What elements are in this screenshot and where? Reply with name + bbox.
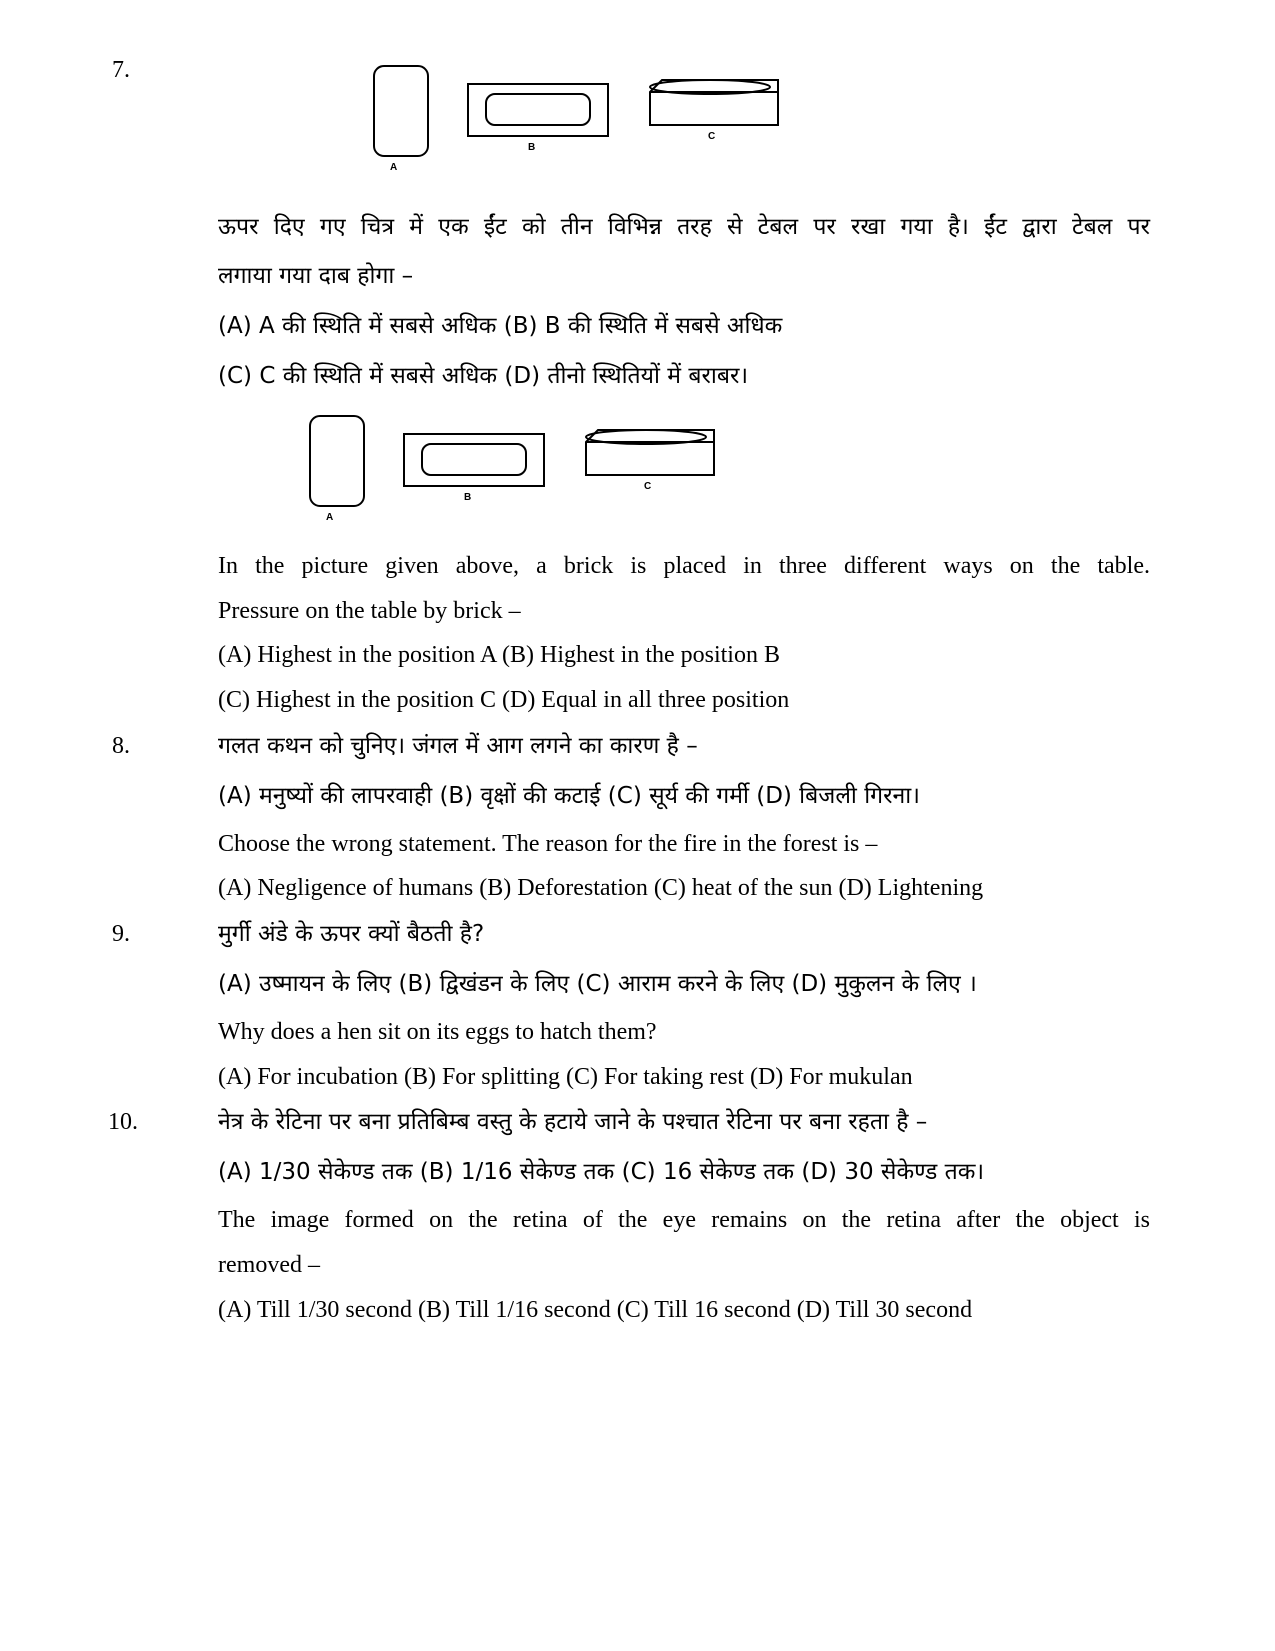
figure-label-c: C	[708, 131, 716, 142]
q7-hindi-stem-line2: लगाया गया दाब होगा –	[218, 263, 414, 289]
q7-english-options-line2: (C) Highest in the position C (D) Equal in all three position	[218, 687, 790, 713]
q10-hindi-options: (A) 1/30 सेकेण्ड तक (B) 1/16 सेकेण्ड तक (C) 16 सेकेण्ड तक (D) 30 सेकेण्ड तक।	[218, 1159, 985, 1185]
question-number-9: 9.	[112, 921, 130, 947]
q7-hindi-stem-line1: ऊपर दिए गए चित्र में एक ईंट को तीन विभिन्न तरह से टेबल पर रखा गया है। ईंट द्वारा टेबल पर	[218, 214, 1150, 240]
q7-hindi-options-line2: (C) C की स्थिति में सबसे अधिक (D) तीनो स्थितियों में बराबर।	[218, 363, 749, 389]
brick-position-b-outer	[404, 434, 544, 486]
brick-figure-top	[370, 62, 790, 174]
q7-english-stem-line1: In the picture given above, a brick is placed in three different ways on the table.	[218, 553, 1150, 579]
q7-hindi-options-line1: (A) A की स्थिति में सबसे अधिक (B) B की स्थिति में सबसे अधिक	[218, 313, 783, 339]
q10-english-stem-line2: removed –	[218, 1252, 320, 1278]
brick-position-a	[310, 416, 364, 506]
q10-english-stem-line1: The image formed on the retina of the eye remains on the retina after the object is	[218, 1207, 1150, 1233]
q7-english-stem-line2: Pressure on the table by brick –	[218, 598, 521, 624]
figure-label-b: B	[464, 492, 472, 503]
q9-english-options: (A) For incubation (B) For splitting (C) For taking rest (D) For mukulan	[218, 1064, 913, 1090]
brick-position-b-outer	[468, 84, 608, 136]
brick-position-c	[650, 80, 778, 125]
brick-position-b-face	[422, 444, 526, 475]
figure-label-c: C	[644, 481, 652, 492]
q7-english-options-line1: (A) Highest in the position A (B) Highest in the position B	[218, 642, 780, 668]
q10-hindi-stem: नेत्र के रेटिना पर बना प्रतिबिम्ब वस्तु के हटाये जाने के पश्चात रेटिना पर बना रहता है –	[218, 1109, 928, 1135]
q8-hindi-options: (A) मनुष्यों की लापरवाही (B) वृक्षों की कटाई (C) सूर्य की गर्मी (D) बिजली गिरना।	[218, 783, 920, 809]
brick-position-a	[374, 66, 428, 156]
figure-label-a: A	[326, 512, 334, 523]
question-number-8: 8.	[112, 733, 130, 759]
brick-position-b-face	[486, 94, 590, 125]
brick-figure-bottom	[306, 412, 726, 524]
q9-hindi-options: (A) उष्मायन के लिए (B) द्विखंडन के लिए (C) आराम करने के लिए (D) मुकुलन के लिए ।	[218, 971, 977, 997]
question-number-7: 7.	[112, 57, 130, 83]
q8-english-options: (A) Negligence of humans (B) Deforestation (C) heat of the sun (D) Lightening	[218, 875, 984, 901]
q8-hindi-stem: गलत कथन को चुनिए। जंगल में आग लगने का कारण है –	[218, 733, 698, 759]
brick-position-c	[586, 430, 714, 475]
figure-label-a: A	[390, 162, 398, 173]
q10-english-options: (A) Till 1/30 second (B) Till 1/16 second (C) Till 16 second (D) Till 30 second	[218, 1297, 973, 1323]
q9-english-stem: Why does a hen sit on its eggs to hatch them?	[218, 1019, 657, 1045]
q9-hindi-stem: मुर्गी अंडे के ऊपर क्यों बैठती है?	[218, 921, 485, 947]
q8-english-stem: Choose the wrong statement. The reason for the fire in the forest is –	[218, 831, 878, 857]
figure-label-b: B	[528, 142, 536, 153]
question-number-10: 10.	[108, 1109, 138, 1135]
